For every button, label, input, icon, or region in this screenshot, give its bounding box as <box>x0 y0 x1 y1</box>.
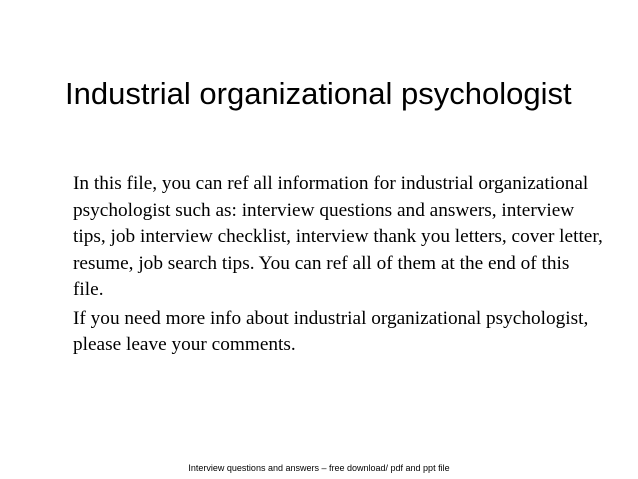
intro-paragraph: In this file, you can ref all information for industrial organizational psychologist such as: interview questions and answers, interview tips, job interview checklist, interview thank you letters, cover letter, resume, job search tips. You can ref all of them at the end of this file. <box>73 173 603 300</box>
slide-body <box>73 171 603 359</box>
footer-text: Interview questions and answers – free download/ pdf and ppt file <box>188 463 450 473</box>
slide-footer <box>0 462 638 474</box>
slide-title: Industrial organizational psychologist <box>65 76 572 111</box>
comment-paragraph: If you need more info about industrial organizational psychologist, please leave your comments. <box>73 307 589 355</box>
